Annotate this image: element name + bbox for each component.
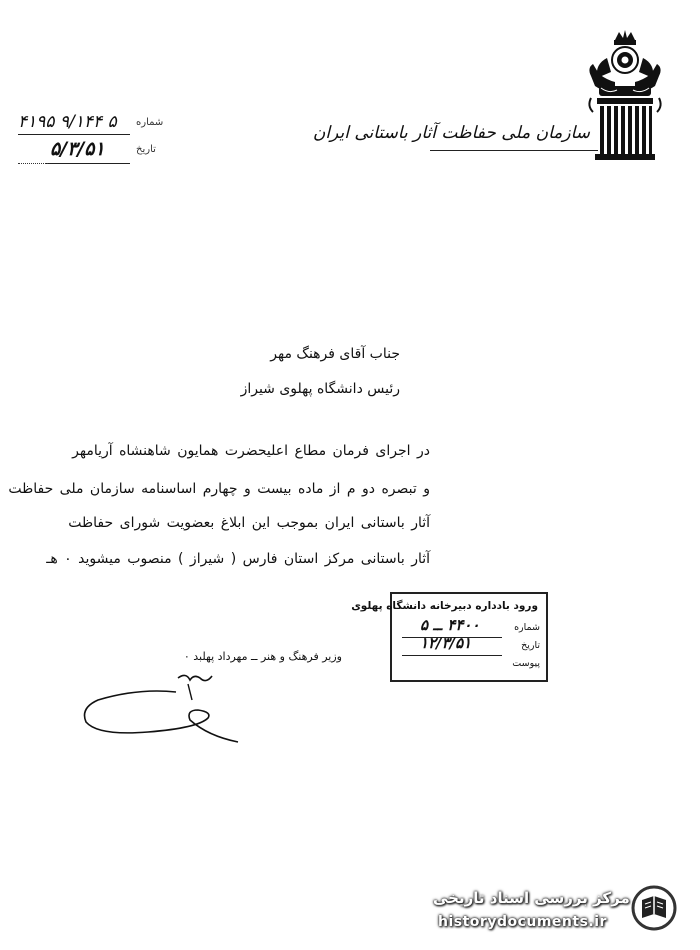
stamp-title: ورود بادداره دبیرخانه دانشگاه پهلوی — [351, 600, 538, 612]
body-line-4: آثار باستانی مرکز استان فارس ( شیراز ) منصوب میشوید ۰ هـ — [46, 551, 430, 567]
registration-stamp — [351, 592, 548, 682]
stamp-number-label: شماره — [514, 622, 540, 633]
stamp-date-rule — [402, 655, 502, 656]
handwritten-signature — [78, 670, 248, 750]
body-line-1: در اجرای فرمان مطاع اعلیحضرت همایون شاهنشاه آریامهر — [72, 443, 430, 459]
organization-name: سازمان ملی حفاظت آثار باستانی ایران — [312, 123, 590, 143]
stamp-date-value: ۱۲/۳/۵۱ — [420, 634, 472, 652]
body-line-2: و تبصره دو م از ماده بیست و چهارم اساسنامه سازمان ملی حفاظت — [8, 481, 430, 497]
number-underline — [18, 134, 130, 135]
stamp-date-label: تاریخ — [521, 640, 540, 651]
header-divider — [430, 150, 598, 151]
addressee-name: جناب آقای فرهنگ مهر — [270, 346, 400, 362]
date-label: تاریخ — [136, 144, 156, 155]
watermark-title: مرکز بررسی اسناد تاریخی — [433, 889, 630, 907]
archive-book-logo-icon — [630, 884, 678, 932]
addressee-title: رئیس دانشگاه پهلوی شیراز — [240, 381, 400, 397]
signer-line: وزیر فرهنگ و هنر ــ مهرداد پهلبد ۰ — [183, 650, 342, 663]
lion-sun-emblem-icon — [585, 28, 665, 163]
stamp-attachment-label: پیوست — [512, 658, 540, 669]
stamp-number-value: ۴۴۰۰ ــ ۵ — [420, 616, 480, 634]
watermark-url: historydocuments.ir — [438, 914, 607, 930]
letter-number: ۴۱۹۵ ۹/۱۴۴ ۵ — [18, 112, 117, 132]
body-line-3: آثار باستانی ایران بموجب این ابلاغ بعضویت شورای حفاظت — [68, 515, 430, 531]
number-label: شماره — [136, 117, 164, 128]
date-dotted-line — [18, 163, 48, 164]
letter-date: ۵/۳/۵۱ — [50, 138, 105, 160]
date-underline — [45, 163, 130, 164]
